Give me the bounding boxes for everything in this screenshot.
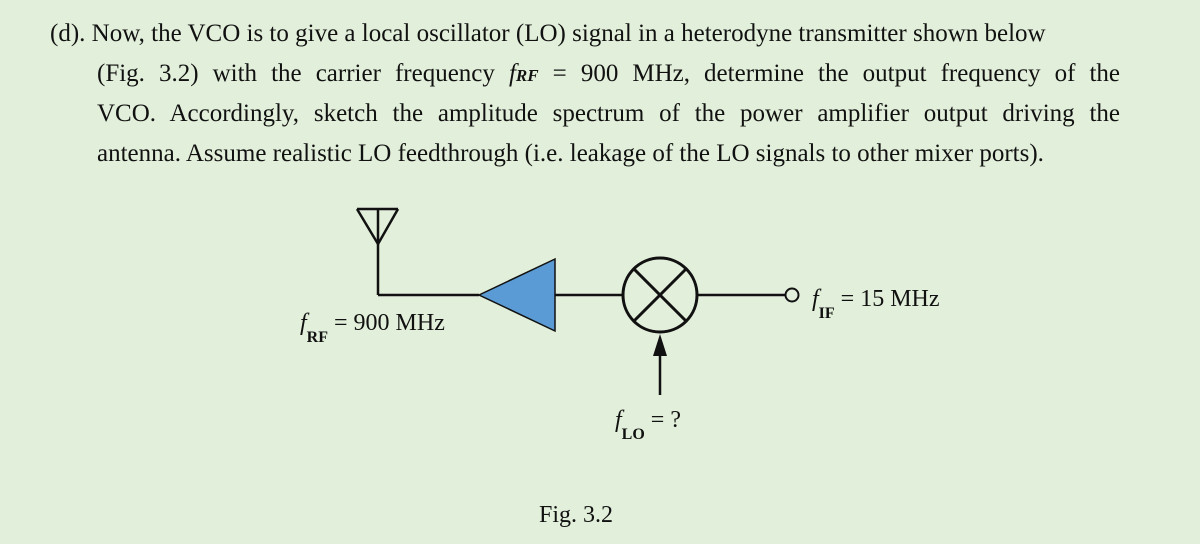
power-amplifier — [479, 259, 555, 331]
rf-subscript: RF — [306, 329, 328, 346]
rf-value: = 900 MHz — [334, 310, 445, 336]
rf-symbol: f — [300, 310, 307, 336]
if-subscript: IF — [818, 305, 835, 322]
lo-symbol: f — [615, 407, 622, 433]
if-symbol: f — [812, 286, 819, 312]
lo-arrow-icon — [653, 334, 667, 395]
problem-line-2-pre: (Fig. 3.2) with the carrier frequency — [97, 60, 509, 87]
frf-symbol: f — [508, 60, 516, 87]
problem-line-3: VCO. Accordingly, sketch the amplitude spectrum of the power amplifier output driving the — [97, 100, 1120, 127]
mixer-icon — [623, 258, 697, 332]
lo-frequency-label — [615, 407, 681, 443]
antenna-icon — [357, 209, 479, 295]
if-value: = 15 MHz — [840, 286, 940, 312]
frf-subscript: RF — [515, 66, 539, 85]
figure-caption: Fig. 3.2 — [539, 502, 614, 528]
lo-subscript: LO — [621, 426, 645, 443]
if-input-terminal — [786, 289, 799, 302]
problem-line-2-post: = 900 MHz, determine the output frequency of the — [538, 60, 1121, 87]
lo-value: = ? — [650, 407, 681, 433]
problem-line-4: antenna. Assume realistic LO feedthrough (i.e. leakage of the LO signals to other mixer ports). — [97, 140, 1044, 167]
problem-line-1: (d). Now, the VCO is to give a local oscillator (LO) signal in a heterodyne transmitter shown below — [50, 20, 1046, 47]
if-frequency-label — [812, 286, 940, 322]
rf-frequency-label — [300, 310, 445, 346]
